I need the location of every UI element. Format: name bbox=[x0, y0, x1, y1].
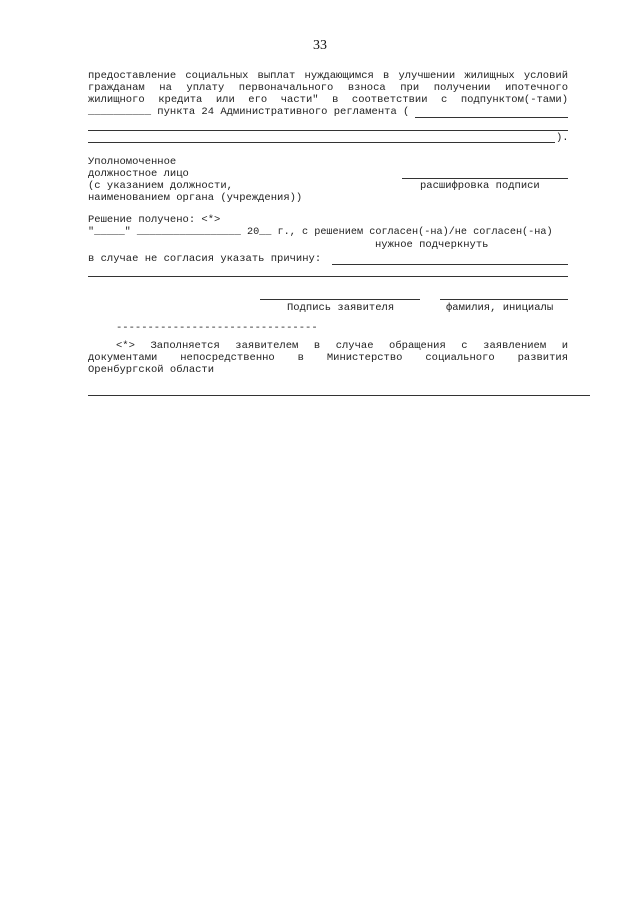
blank-field-line[interactable] bbox=[415, 117, 568, 118]
paragraph-line: предоставление социальных выплат нуждающимся в улучшении жилищных условий bbox=[88, 70, 568, 82]
paragraph-line: жилищного кредита или его части" в соответствии с подпунктом(-тами) bbox=[88, 94, 568, 106]
paragraph-line: гражданам на уплату первоначального взноса при получении ипотечного bbox=[88, 82, 568, 94]
applicant-signature-line[interactable] bbox=[260, 299, 420, 300]
official-label: наименованием органа (учреждения)) bbox=[88, 192, 303, 204]
closing-paren: ). bbox=[556, 132, 569, 144]
footnote-line: <*> Заполняется заявителем в случае обращения с заявлением и bbox=[116, 340, 568, 352]
page-number: 33 bbox=[313, 38, 327, 53]
decision-date-line[interactable]: "_____" _________________ 20__ г., с решением согласен(-на)/не согласен(-на) bbox=[88, 227, 553, 238]
footnote-separator: -------------------------------- bbox=[116, 322, 318, 334]
decision-hint: нужное подчеркнуть bbox=[375, 239, 489, 251]
reason-field-line[interactable] bbox=[332, 264, 568, 265]
applicant-name-line[interactable] bbox=[440, 299, 568, 300]
page-divider bbox=[88, 395, 590, 396]
applicant-signature-caption: Подпись заявителя bbox=[287, 302, 395, 314]
blank-field-line[interactable] bbox=[88, 130, 568, 131]
signature-caption: расшифровка подписи bbox=[420, 180, 540, 192]
reason-field-line[interactable] bbox=[88, 276, 568, 277]
applicant-name-caption: фамилия, инициалы bbox=[446, 302, 554, 314]
reason-label: в случае не согласия указать причину: bbox=[88, 253, 322, 265]
official-label: Уполномоченное bbox=[88, 156, 177, 168]
official-label: (с указанием должности, bbox=[88, 180, 233, 192]
paragraph-line: __________ пункта 24 Административного регламента ( bbox=[88, 106, 410, 118]
footnote-line: Оренбургской области bbox=[88, 364, 215, 376]
official-signature-line[interactable] bbox=[402, 178, 568, 179]
footnote-line: документами непосредственно в Министерство социального развития bbox=[88, 352, 568, 364]
official-label: должностное лицо bbox=[88, 168, 189, 180]
blank-field-line[interactable] bbox=[88, 142, 555, 143]
decision-received: Решение получено: <*> bbox=[88, 214, 221, 226]
